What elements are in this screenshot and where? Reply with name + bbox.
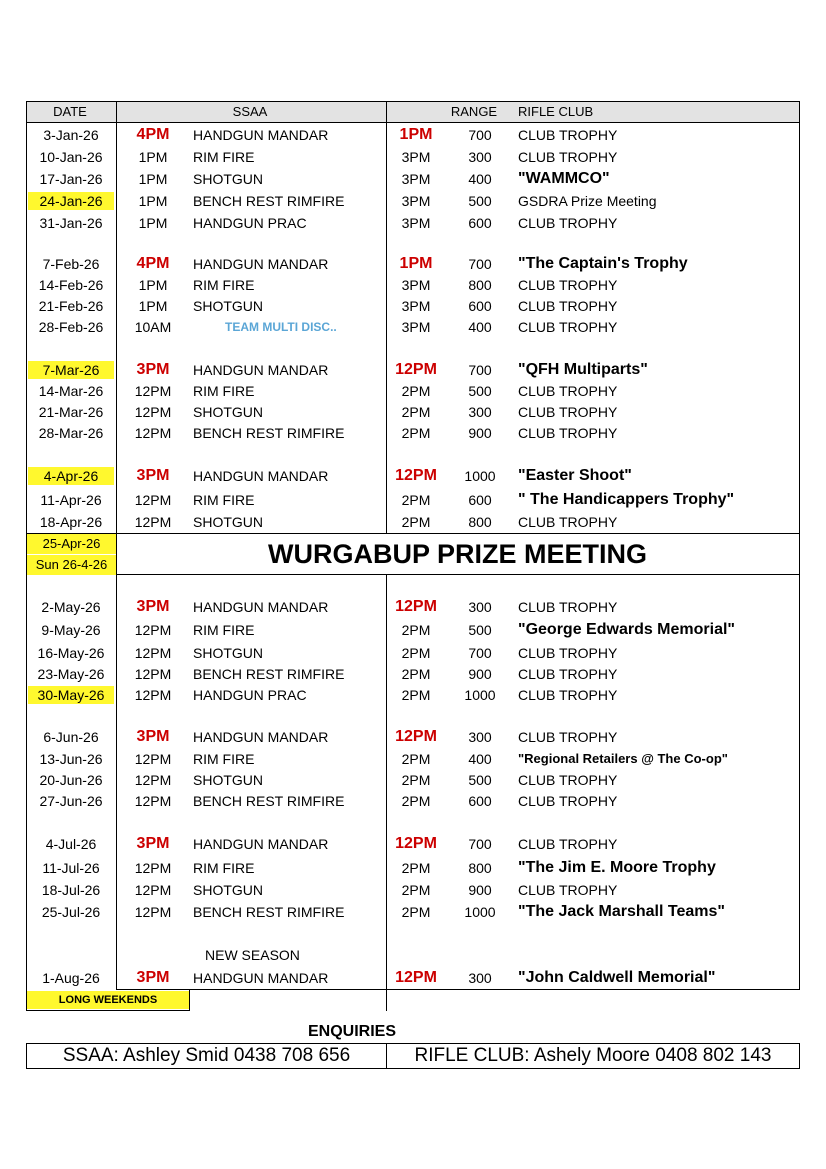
range-value: 600	[468, 492, 492, 508]
ssaa-time: 12PM	[134, 882, 172, 898]
row-date: 23-May-26	[37, 666, 105, 682]
range-value: 300	[468, 149, 492, 165]
row-date: 11-Jul-26	[42, 860, 100, 876]
range-value: 800	[468, 514, 492, 530]
row-date: 4-Apr-26	[28, 467, 114, 485]
range-value: 500	[468, 772, 492, 788]
rifle-club-event: "QFH Multiparts"	[518, 361, 648, 378]
ssaa-time: 3PM	[136, 467, 170, 484]
range-value: 400	[468, 319, 492, 335]
ssaa-time: 1PM	[138, 171, 168, 187]
row-date: 3-Jan-26	[43, 127, 99, 143]
ssaa-time: 1PM	[138, 149, 168, 165]
rifle-club-time: 2PM	[401, 882, 431, 898]
rifle-club-event: "The Captain's Trophy	[518, 255, 688, 272]
ssaa-event: SHOTGUN	[193, 645, 263, 661]
row-date: 2-May-26	[41, 599, 101, 615]
prize-date-2: Sun 26-4-26	[27, 555, 116, 575]
ssaa-time: 12PM	[134, 383, 172, 399]
rifle-club-time: 2PM	[401, 645, 431, 661]
rifle-club-event: CLUB TROPHY	[518, 298, 618, 314]
rifle-club-time: 2PM	[401, 751, 431, 767]
ssaa-time: 12PM	[134, 645, 172, 661]
header-rifle-club: RIFLE CLUB	[518, 104, 594, 119]
ssaa-event: HANDGUN MANDAR	[193, 729, 329, 745]
header-ssaa: SSAA	[232, 104, 268, 119]
range-value: 300	[468, 599, 492, 615]
ssaa-time: 1PM	[138, 193, 168, 209]
rifle-club-event: CLUB TROPHY	[518, 666, 618, 682]
header-date: DATE	[53, 104, 87, 119]
ssaa-event: SHOTGUN	[193, 404, 263, 420]
ssaa-event: SHOTGUN	[193, 514, 263, 530]
ssaa-event: BENCH REST RIMFIRE	[193, 904, 345, 920]
ssaa-time: 12PM	[134, 793, 172, 809]
range-value: 900	[468, 425, 492, 441]
ssaa-time: 1PM	[138, 298, 168, 314]
header-range: RANGE	[450, 104, 498, 119]
rifle-club-time: 3PM	[401, 277, 431, 293]
row-date: 6-Jun-26	[43, 729, 99, 745]
rifle-club-time: 2PM	[401, 793, 431, 809]
range-value: 900	[468, 666, 492, 682]
range-value: 400	[468, 171, 492, 187]
ssaa-time: 3PM	[136, 728, 170, 745]
range-value: 1000	[464, 687, 496, 703]
row-date: 18-Apr-26	[39, 514, 103, 530]
row-date: 13-Jun-26	[39, 751, 103, 767]
ssaa-time: 12PM	[134, 860, 172, 876]
range-value: 600	[468, 793, 492, 809]
ssaa-time: 12PM	[134, 666, 172, 682]
rifle-club-time: 12PM	[395, 361, 437, 378]
rifle-club-event: "Easter Shoot"	[518, 467, 632, 484]
rifle-club-event: "The Jack Marshall Teams"	[518, 903, 725, 920]
rifle-club-time: 2PM	[401, 860, 431, 876]
ssaa-event: SHOTGUN	[193, 772, 263, 788]
rifle-club-event: "John Caldwell Memorial"	[518, 969, 716, 986]
row-date: 31-Jan-26	[39, 215, 103, 231]
range-value: 500	[468, 193, 492, 209]
row-date: 7-Mar-26	[28, 361, 114, 379]
ssaa-event: HANDGUN MANDAR	[193, 362, 329, 378]
ssaa-contact: SSAA: Ashley Smid 0438 708 656	[62, 1045, 351, 1066]
range-value: 500	[468, 383, 492, 399]
ssaa-event: HANDGUN MANDAR	[193, 599, 329, 615]
rifle-club-event: CLUB TROPHY	[518, 404, 618, 420]
rifle-club-event: "The Jim E. Moore Trophy	[518, 859, 716, 876]
ssaa-time: 4PM	[136, 255, 170, 272]
ssaa-time: 3PM	[136, 835, 170, 852]
rifle-club-event: CLUB TROPHY	[518, 319, 618, 335]
row-date: 30-May-26	[28, 686, 114, 704]
range-value: 800	[468, 860, 492, 876]
rifle-club-time: 2PM	[401, 772, 431, 788]
rifle-club-time: 2PM	[401, 514, 431, 530]
row-date: 18-Jul-26	[41, 882, 101, 898]
ssaa-time: 12PM	[134, 622, 172, 638]
ssaa-event: RIM FIRE	[193, 860, 255, 876]
rifle-club-time: 2PM	[401, 666, 431, 682]
rifle-club-time: 2PM	[401, 425, 431, 441]
rifle-club-event: CLUB TROPHY	[518, 645, 618, 661]
rifle-club-time: 3PM	[401, 215, 431, 231]
rifle-club-time: 2PM	[401, 622, 431, 638]
ssaa-event: HANDGUN MANDAR	[193, 127, 329, 143]
row-date: 21-Mar-26	[38, 404, 104, 420]
row-date: 28-Mar-26	[38, 425, 104, 441]
rifle-club-time: 3PM	[401, 298, 431, 314]
rifle-club-event: CLUB TROPHY	[518, 793, 618, 809]
row-date: 7-Feb-26	[42, 256, 100, 272]
table-header	[26, 102, 799, 122]
rifle-club-event: CLUB TROPHY	[518, 836, 618, 852]
ssaa-event: RIM FIRE	[193, 492, 255, 508]
rifle-club-event: CLUB TROPHY	[518, 882, 618, 898]
ssaa-event: BENCH REST RIMFIRE	[193, 425, 345, 441]
range-value: 900	[468, 882, 492, 898]
row-date: 28-Feb-26	[38, 319, 104, 335]
prize-meeting-title: WURGABUP PRIZE MEETING	[267, 539, 647, 569]
range-value: 300	[468, 970, 492, 986]
row-date: 21-Feb-26	[38, 298, 104, 314]
ssaa-event: RIM FIRE	[193, 751, 255, 767]
rifle-club-time: 2PM	[401, 383, 431, 399]
range-value: 1000	[464, 468, 496, 484]
range-value: 700	[468, 127, 492, 143]
row-date: 11-Apr-26	[40, 492, 102, 508]
ssaa-time: 12PM	[134, 772, 172, 788]
rifle-club-event: "George Edwards Memorial"	[518, 621, 736, 638]
ssaa-time: 12PM	[134, 751, 172, 767]
ssaa-time: 3PM	[136, 969, 170, 986]
ssaa-event: HANDGUN MANDAR	[193, 970, 329, 986]
enquiries-title: ENQUIRIES	[307, 1023, 396, 1040]
rifle-club-event: CLUB TROPHY	[518, 149, 618, 165]
range-value: 500	[468, 622, 492, 638]
rifle-club-time: 2PM	[401, 904, 431, 920]
rifle-club-time: 1PM	[399, 255, 433, 272]
row-date: 9-May-26	[41, 622, 101, 638]
ssaa-time: 12PM	[134, 904, 172, 920]
ssaa-event: HANDGUN PRAC	[193, 687, 307, 703]
rifle-club-contact: RIFLE CLUB: Ashely Moore 0408 802 143	[414, 1045, 772, 1066]
ssaa-event: BENCH REST RIMFIRE	[193, 793, 345, 809]
ssaa-event: SHOTGUN	[193, 882, 263, 898]
rifle-club-event: CLUB TROPHY	[518, 383, 618, 399]
ssaa-time: 12PM	[134, 687, 172, 703]
range-value: 700	[468, 256, 492, 272]
row-date: 16-May-26	[37, 645, 105, 661]
range-value: 300	[468, 729, 492, 745]
rifle-club-event: CLUB TROPHY	[518, 687, 618, 703]
ssaa-time: 12PM	[134, 425, 172, 441]
row-date: 14-Feb-26	[38, 277, 104, 293]
ssaa-event: SHOTGUN	[193, 171, 263, 187]
ssaa-event: BENCH REST RIMFIRE	[193, 666, 345, 682]
rifle-club-time: 12PM	[395, 598, 437, 615]
range-value: 700	[468, 836, 492, 852]
row-date: 14-Mar-26	[38, 383, 104, 399]
row-date: 24-Jan-26	[28, 192, 114, 210]
ssaa-event: SHOTGUN	[193, 298, 263, 314]
range-value: 400	[468, 751, 492, 767]
range-value: 700	[468, 645, 492, 661]
range-value: 600	[468, 215, 492, 231]
row-date: 20-Jun-26	[39, 772, 103, 788]
ssaa-time: 12PM	[134, 492, 172, 508]
rifle-club-event: CLUB TROPHY	[518, 772, 618, 788]
ssaa-event: TEAM MULTI DISC..	[225, 320, 337, 334]
rifle-club-event: CLUB TROPHY	[518, 425, 618, 441]
range-value: 800	[468, 277, 492, 293]
rifle-club-time: 12PM	[395, 969, 437, 986]
new-season-label: NEW SEASON	[205, 947, 300, 963]
ssaa-event: HANDGUN MANDAR	[193, 836, 329, 852]
row-date: 27-Jun-26	[39, 793, 103, 809]
long-weekends-legend: LONG WEEKENDS	[27, 991, 189, 1009]
rifle-club-time: 3PM	[401, 149, 431, 165]
rifle-club-time: 12PM	[395, 728, 437, 745]
ssaa-time: 4PM	[136, 126, 170, 143]
ssaa-time: 1PM	[138, 277, 168, 293]
rifle-club-event: CLUB TROPHY	[518, 599, 618, 615]
rifle-club-time: 12PM	[395, 467, 437, 484]
row-date: 25-Jul-26	[41, 904, 101, 920]
ssaa-time: 12PM	[134, 514, 172, 530]
rifle-club-time: 12PM	[395, 835, 437, 852]
ssaa-time: 3PM	[136, 361, 170, 378]
ssaa-event: HANDGUN MANDAR	[193, 468, 329, 484]
ssaa-time: 1PM	[138, 215, 168, 231]
ssaa-event: RIM FIRE	[193, 277, 255, 293]
range-value: 1000	[464, 904, 496, 920]
rifle-club-event: "Regional Retailers @ The Co-op"	[518, 751, 728, 766]
row-date: 10-Jan-26	[39, 149, 103, 165]
range-value: 700	[468, 362, 492, 378]
rifle-club-time: 2PM	[401, 404, 431, 420]
ssaa-event: RIM FIRE	[193, 622, 255, 638]
row-date: 1-Aug-26	[42, 970, 100, 986]
ssaa-time: 10AM	[134, 319, 172, 335]
rifle-club-time: 3PM	[401, 193, 431, 209]
ssaa-time: 12PM	[134, 404, 172, 420]
rifle-club-event: CLUB TROPHY	[518, 277, 618, 293]
rifle-club-time: 2PM	[401, 687, 431, 703]
rifle-club-event: CLUB TROPHY	[518, 127, 618, 143]
ssaa-event: BENCH REST RIMFIRE	[193, 193, 345, 209]
rifle-club-event: CLUB TROPHY	[518, 729, 618, 745]
ssaa-event: RIM FIRE	[193, 149, 255, 165]
row-date: 17-Jan-26	[39, 171, 103, 187]
ssaa-time: 3PM	[136, 598, 170, 615]
rifle-club-event: CLUB TROPHY	[518, 215, 618, 231]
rifle-club-event: GSDRA Prize Meeting	[518, 193, 657, 209]
ssaa-event: HANDGUN MANDAR	[193, 256, 329, 272]
row-date: 4-Jul-26	[45, 836, 97, 852]
rifle-club-time: 3PM	[401, 319, 431, 335]
ssaa-event: HANDGUN PRAC	[193, 215, 307, 231]
rifle-club-event: "WAMMCO"	[518, 170, 610, 187]
prize-date-1: 25-Apr-26	[27, 534, 116, 554]
rifle-club-event: CLUB TROPHY	[518, 514, 618, 530]
range-value: 600	[468, 298, 492, 314]
rifle-club-time: 3PM	[401, 171, 431, 187]
rifle-club-time: 1PM	[399, 126, 433, 143]
ssaa-event: RIM FIRE	[193, 383, 255, 399]
range-value: 300	[468, 404, 492, 420]
rifle-club-time: 2PM	[401, 492, 431, 508]
rifle-club-event: " The Handicappers Trophy"	[518, 491, 735, 508]
